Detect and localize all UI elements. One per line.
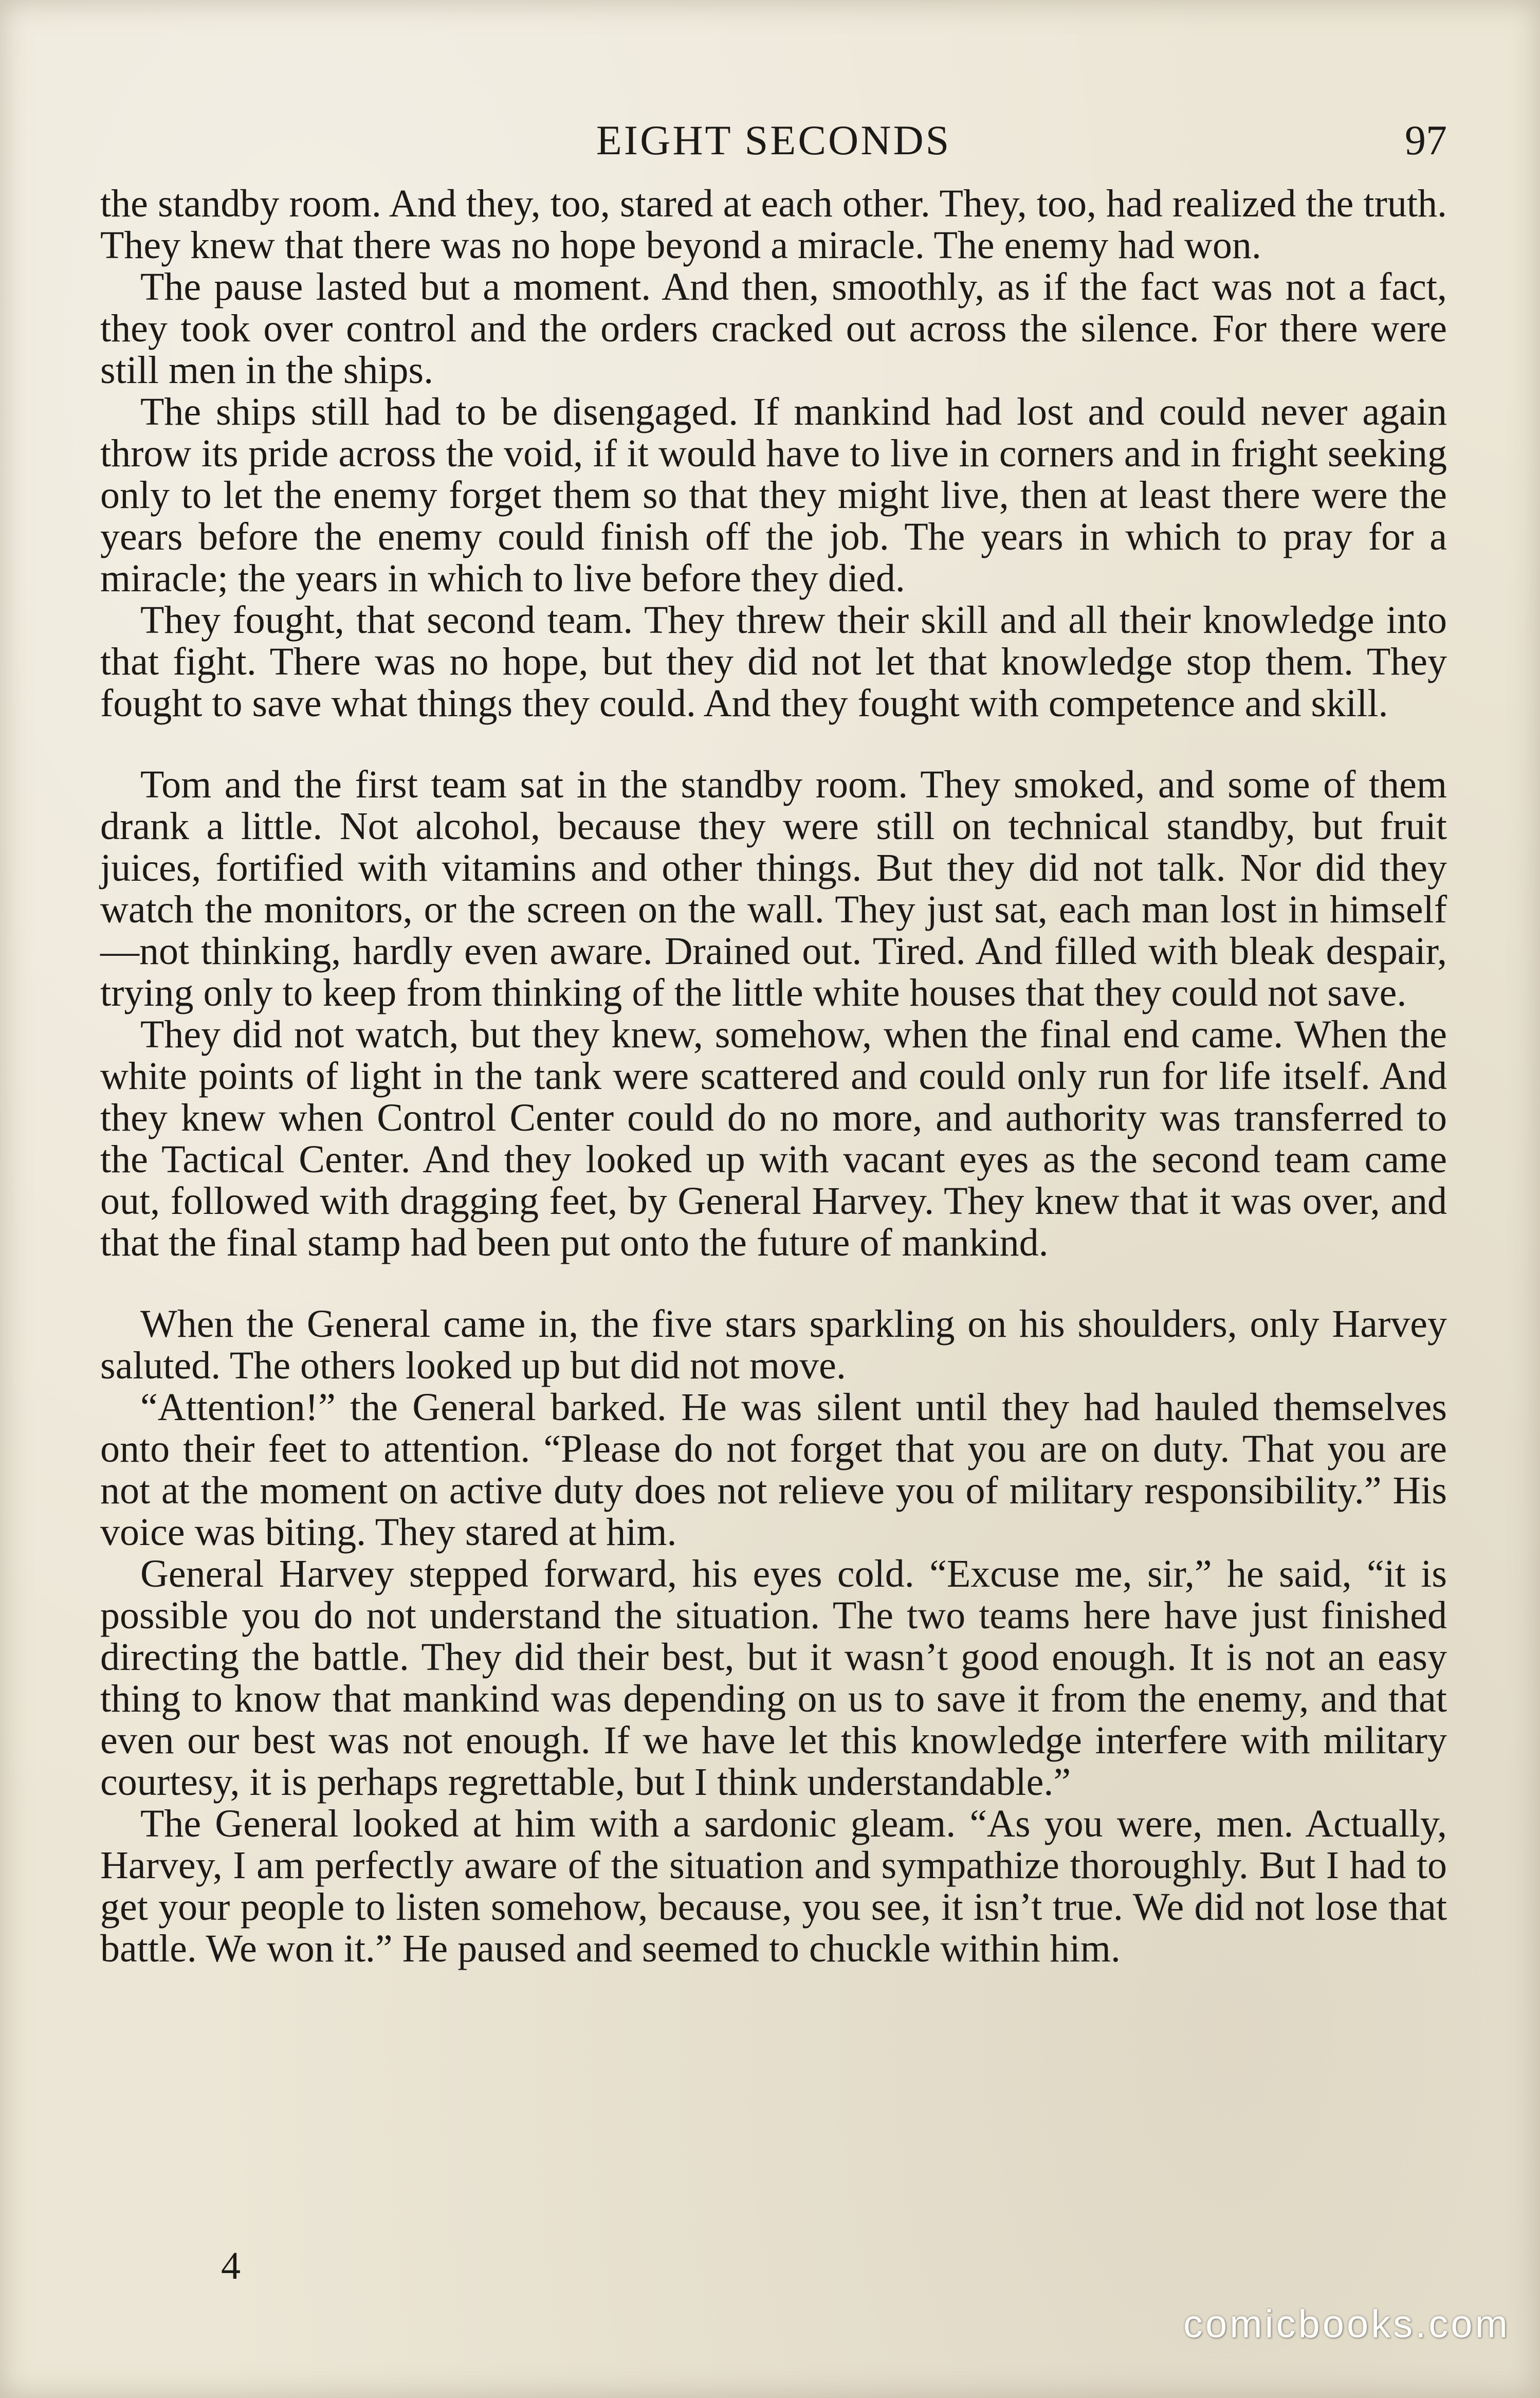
paragraph: The General looked at him with a sardonic gleam. “As you were, men. Actually, Harvey, I am perfectly aware of the situation and sympathize thoroughly. But I had to get your people to listen somehow, because, you see, it isn’t true. We did not lose that battle. We won it.” He paused and seemed to chuckle within him. <box>100 1802 1447 1970</box>
paragraph: General Harvey stepped forward, his eyes cold. “Excuse me, sir,” he said, “it is possible you do not understand the situation. The two teams here have just finished directing the battle. They did their best, but it wasn’t good enough. It is not an easy thing to know that mankind was depending on us to save it from the enemy, and that even our best was not enough. If we have let this knowledge interfere with military courtesy, it is perhaps regrettable, but I think understandable.” <box>100 1552 1447 1804</box>
paragraph-continued: the standby room. And they, too, stared at each other. They, too, had realized the truth. They knew that there was no hope beyond a miracle. The enemy had won. <box>100 182 1447 267</box>
paragraph: They did not watch, but they knew, somehow, when the final end came. When the white points of light in the tank were scattered and could only run for life itself. And they knew when Control Center could do no more, and authority was transferred to the Tactical Center. And they looked up with vacant eyes as the second team came out, followed with dragging feet, by General Harvey. They knew that it was over, and that the final stamp had been put onto the future of mankind. <box>100 1013 1447 1264</box>
page-number: 97 <box>1405 117 1447 164</box>
paragraph: The ships still had to be disengaged. If mankind had lost and could never again throw its pride across the void, if it would have to live in corners and in fright seeking only to let the enemy forget them so that they might live, then at least there were the years before the enemy could finish off the job. The years in which to pray for a miracle; the years in which to live before they died. <box>100 390 1447 600</box>
body-text <box>100 183 1447 1970</box>
watermark: comicbooks.com <box>1183 2302 1510 2346</box>
running-head: EIGHT SECONDS <box>596 117 951 164</box>
page-header <box>100 112 1447 169</box>
paragraph-section-start: Tom and the first team sat in the standby room. They smoked, and some of them drank a little. Not alcohol, because they were still on technical standby, but fruit juices, fortified with vitamins and other things. But they did not talk. Nor did they watch the monitors, or the screen on the wall. They just sat, each man lost in himself—not thinking, hardly even aware. Drained out. Tired. And filled with bleak despair, trying only to keep from thinking of the little white houses that they could not save. <box>100 763 1447 1014</box>
signature-mark: 4 <box>221 2244 241 2287</box>
paragraph: The pause lasted but a moment. And then, smoothly, as if the fact was not a fact, they took over control and the orders cracked out across the silence. For there were still men in the ships. <box>100 265 1447 392</box>
paragraph-section-start: When the General came in, the five stars sparkling on his shoulders, only Harvey saluted. The others looked up but did not move. <box>100 1302 1447 1387</box>
paragraph: “Attention!” the General barked. He was silent until they had hauled themselves onto their feet to attention. “Please do not forget that you are on duty. That you are not at the moment on active duty does not relieve you of military responsibility.” His voice was biting. They stared at him. <box>100 1386 1447 1554</box>
paragraph: They fought, that second team. They threw their skill and all their knowledge into that fight. There was no hope, but they did not let that knowledge stop them. They fought to save what things they could. And they fought with competence and skill. <box>100 598 1447 725</box>
